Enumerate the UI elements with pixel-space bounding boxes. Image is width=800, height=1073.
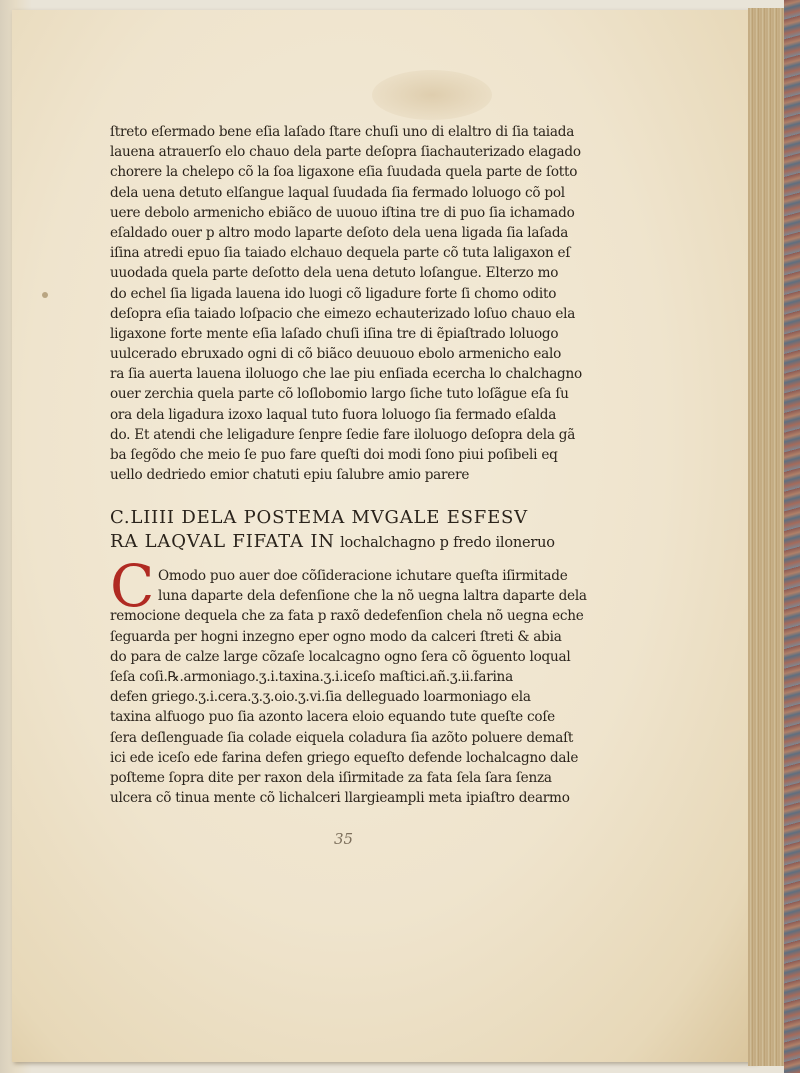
text-line: uere debolo armenicho ebiãco de uuouo iſtina tre di puo ſia ichamado: [110, 204, 575, 221]
text-line: [110, 566, 580, 586]
text-line: ra ſia auerta lauena iloluogo che lae piu enſiada ecercha lo chalchagno: [110, 366, 582, 383]
heading-line-2: [110, 530, 580, 554]
text-line: ba ſegõdo che meio ſe puo fare queſti doi modi ſono piui poſibeli eq: [110, 447, 558, 463]
text-line: ora dela ligadura izoxo laqual tuto fuora loluogo ſia fermado eſalda: [110, 406, 557, 423]
binding-hole: [42, 292, 48, 298]
text-line: uello dedriedo emior chatuti epiu ſalubre amio parere: [110, 467, 470, 484]
text-line: chorere la chelepo cõ la ſoa ligaxone eſia ſuudada quela parte de ſotto: [110, 164, 578, 181]
text-line: taxina alfuogo puo ſia azonto lacera eloio equando tute queſte coſe: [110, 709, 555, 726]
text-line: ulcera cõ tinua mente cõ lichalceri llargieampli meta ipiaſtro dearmo: [110, 790, 570, 807]
text-line: poſteme ſopra dite per raxon dela iſirmitade za fata ſela ſara ſenza: [110, 769, 552, 786]
text-line-rest: Omodo puo auer doe cõſideracione ichutare queſta iſirmitade: [158, 568, 568, 584]
text-line: ſeſa coſi.℞.armoniago.ʒ.i.taxina.ʒ.i.iceſo maſtici.añ.ʒ.ii.farina: [110, 668, 513, 685]
paragraph-1: [110, 122, 580, 485]
text-line: ici ede iceſo ede farina defen griego equeſto defende lochalcagno dale: [110, 749, 579, 766]
chapter-heading: [110, 506, 580, 554]
text-line: remocione dequela che za fata p raxõ dedefenſion chela nõ uegna eche: [110, 608, 584, 625]
text-line: eſaldado ouer p altro modo laparte deſoto dela uena ligada ſia laſada: [110, 224, 569, 241]
text-line: ſeguarda per hogni inzegno eper ogno modo da calceri ſtreti & abia: [110, 628, 562, 645]
text-line: uuodada quela parte deſotto dela uena detuto loſangue. Elterzo mo: [110, 265, 559, 282]
text-line: ſera deſlenguade ſia colade eiquela coladura ſia azõto poluere demaſt: [110, 729, 574, 746]
text-line: defen griego.ʒ.i.cera.ʒ.ʒ.oio.ʒ.vi.ſia delleguado loarmoniago ela: [110, 689, 531, 706]
paragraph-2: [110, 566, 587, 808]
text-line: dela uena detuto elſangue laqual ſuudada ſia fermado loluogo cõ pol: [110, 184, 565, 201]
page-edges: [748, 8, 788, 1066]
red-initial-letter: C: [110, 552, 155, 620]
text-line: [110, 586, 587, 606]
text-line: do echel ſia ligada lauena ido luogi cõ ligadure forte ſi chomo odito: [110, 285, 557, 302]
page-stain: [372, 70, 492, 120]
text-line: do para de calze large cõzaſe localcagno ogno ſera cõ õguento loqual: [110, 648, 571, 665]
text-line: lauena atrauerſo elo chauo dela parte deſopra ſiachauterizado elagado: [110, 144, 581, 161]
text-line: ſtreto eſermado bene eſia laſado ſtare chuſi uno di elaltro di ſia taiada: [110, 124, 575, 140]
text-line: uulcerado ebruxado ogni di cõ biãco deuuouo ebolo armenicho ealo: [110, 346, 562, 363]
text-line: deſopra eſia taiado loſpacio che eimezo echauterizado loſuo chauo ela: [110, 305, 576, 322]
folio-number: 35: [334, 830, 354, 848]
text-line-rest: luna daparte dela defenſione che la nõ uegna laltra daparte dela: [158, 588, 587, 605]
text-line: do. Et atendi che leligadure ſenpre ſedie fare iloluogo deſopra dela gã: [110, 426, 576, 443]
marbled-cover-edge: [784, 0, 800, 1073]
heading-line-2-rest: lochalchagno p fredo iloneruo: [340, 535, 555, 551]
text-line: ligaxone forte mente eſia laſado chuſi iſina tre di ẽpiaſtrado loluogo: [110, 325, 559, 342]
text-line: iſina atredi epuo ſia taiado elchauo dequela parte cõ tuta laligaxon eſ: [110, 245, 571, 262]
text-line: ouer zerchia quela parte cõ loſlobomio largo ſiche tuto loſãgue eſa ſu: [110, 386, 569, 403]
heading-line-2-caps: RA LAQVAL FIFATA IN: [110, 531, 335, 552]
heading-line-1: C.LIIII DELA POSTEMA MVGALE ESFESV: [110, 507, 528, 528]
